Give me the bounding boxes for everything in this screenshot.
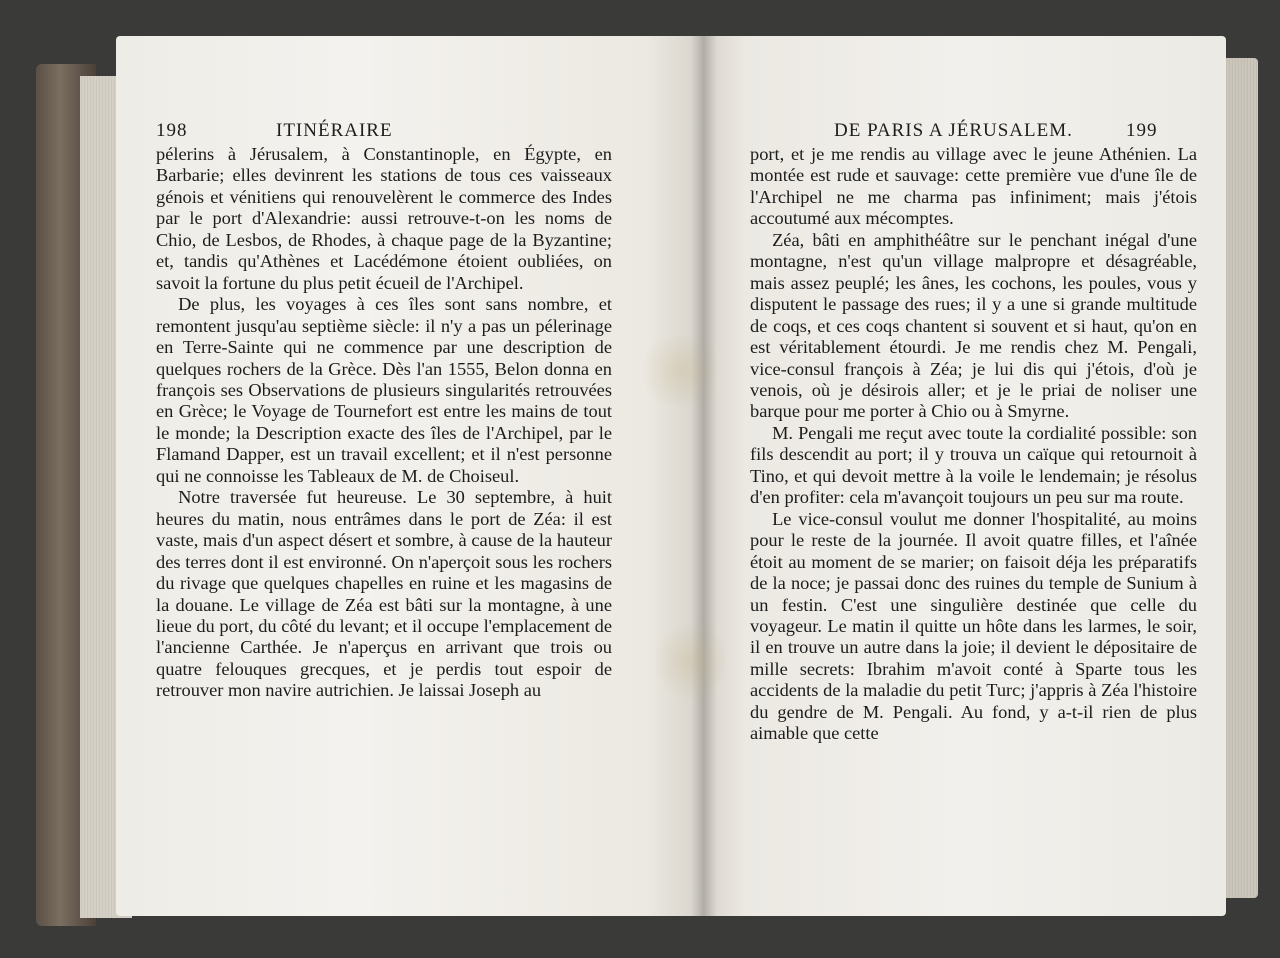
paragraph: M. Pengali me reçut avec toute la cordialité possible: son fils descendit au port; il y trouva un caïque qui retournoit à Tino, et qui devoit mettre à la voile le lendemain; je résolus d'en profiter: cela m'avançoit toujours un peu sur ma route. xyxy=(750,422,1197,508)
left-page-text xyxy=(156,144,612,702)
paragraph: port, et je me rendis au village avec le jeune Athénien. La montée est rude et sauvage: cette première vue d'une île de l'Archipel ne me charma pas infiniment; mais j'étois accoutumé aux mécomptes. xyxy=(750,144,1197,229)
paragraph: Notre traversée fut heureuse. Le 30 septembre, à huit heures du matin, nous entrâmes dans le port de Zéa: il est vaste, mais d'un aspect désert et sombre, à cause de la hauteur des terres dont il est environné. On n'aperçoit sous les rochers du rivage que quelques chapelles en ruine et les magasins de la douane. Le village de Zéa est bâti sur la montagne, à une lieue du port, du côté du levant; et il occupe l'emplacement de l'ancienne Carthée. Je n'aperçus en arrivant que trois ou quatre felouques grecques, et je perdis tout espoir de retrouver mon navire autrichien. Je laissai Joseph au xyxy=(156,487,612,701)
page-number-right: 199 xyxy=(1126,120,1158,141)
right-page-text xyxy=(750,144,1197,745)
paragraph: Le vice-consul voulut me donner l'hospitalité, au moins pour le reste de la journée. Il avoit quatre filles, et l'aînée étoit au moment de se marier; on faisoit déja les préparatifs de la noce; je passai donc des ruines du temple de Sunium à un festin. C'est une singulière destinée que celle du voyageur. Le matin il quitte un hôte dans les larmes, le soir, il en trouve un autre dans la joie; il devient le dépositaire de mille secrets: Ibrahim m'avoit conté à Sparte tous les accidents de la maladie du petit Turc; j'appris à Zéa l'histoire du gendre de M. Pengali. Au fond, y a-t-il rien de plus aimable que cette xyxy=(750,508,1197,744)
page-edges-right xyxy=(1222,58,1258,898)
paper-stain xyxy=(656,616,726,706)
paragraph: Zéa, bâti en amphithéâtre sur le penchant inégal d'une montagne, n'est qu'un village malpropre et désagréable, mais assez peuplé; les ânes, les cochons, les poules, vous y disputent le passage des rues; il y a une si grande multitude de coqs, et ces coqs chantent si souvent et si haut, qu'on en est véritablement étourdi. Je me rendis chez M. Pengali, vice-consul françois à Zéa; je lui dis qui j'étois, d'où je venois, où je désirois aller; et je le priai de noliser une barque pour me porter à Chio ou à Smyrne. xyxy=(750,229,1197,422)
book-gutter xyxy=(691,36,717,916)
paragraph: De plus, les voyages à ces îles sont sans nombre, et remontent jusqu'au septième siècle: il n'y a pas un pélerinage en Terre-Sainte qui ne commence par une description de quelques rochers de la Grèce. Dès l'an 1555, Belon donna en françois ses Observations de plusieurs singularités retrouvées en Grèce; le Voyage de Tournefort est entre les mains de tout le monde; la Description exacte des îles de l'Archipel, par le Flamand Dapper, est un travail excellent; et il n'est personne qui ne connoisse les Tableaux de M. de Choiseul. xyxy=(156,294,612,486)
running-head-left: ITINÉRAIRE xyxy=(276,120,393,141)
paragraph: pélerins à Jérusalem, à Constantinople, en Égypte, en Barbarie; elles devinrent les stations de tous ces vaisseaux génois et vénitiens qui renouvelèrent le commerce des Indes par le port d'Alexandrie: aussi retrouve-t-on les noms de Chio, de Lesbos, de Rhodes, à chaque page de la Byzantine; et, tandis qu'Athènes et Lacédémone étoient oubliées, on savoit la fortune du plus petit écueil de l'Archipel. xyxy=(156,144,612,293)
page-number-left: 198 xyxy=(156,120,188,141)
running-head-right: DE PARIS A JÉRUSALEM. xyxy=(834,120,1073,141)
open-book xyxy=(36,36,1258,926)
paper-stain xyxy=(636,336,726,406)
